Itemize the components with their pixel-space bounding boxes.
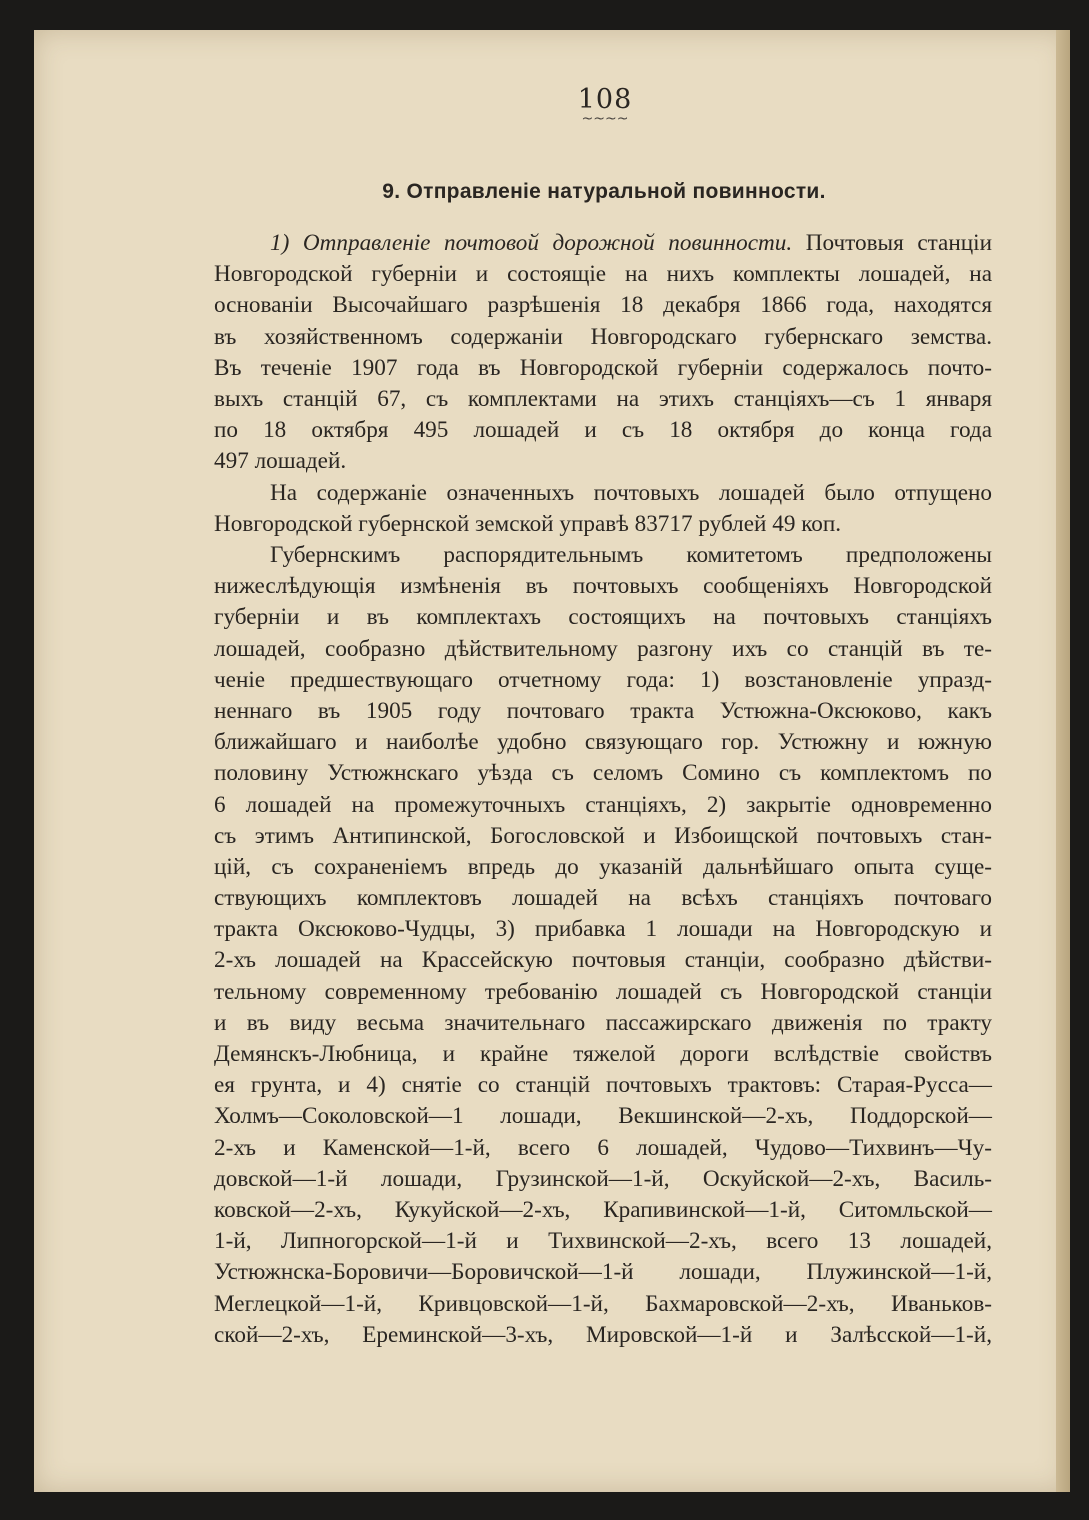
text-line: неннаго въ 1905 году почтоваго тракта Устюжна-Оксюково, какъ xyxy=(214,697,992,724)
text-line: Демянскъ-Любница, и крайне тяжелой дороги вслѣдствіе свойствъ xyxy=(214,1041,992,1067)
text-line: 6 лошадей на промежуточныхъ станціяхъ, 2) закрытіе одновременно xyxy=(214,791,992,818)
page-number: 108 xyxy=(577,84,633,115)
text-line: Въ теченіе 1907 года въ Новгородской губерніи содержалось почто- xyxy=(214,354,992,381)
text-line: Губернскимъ распорядительнымъ комитетомъ предположены xyxy=(270,542,992,568)
text-line: половину Устюжнскаго уѣзда съ селомъ Сомино съ комплектомъ по xyxy=(214,760,992,787)
text-line: въ хозяйственномъ содержаніи Новгородскаго губернскаго земства. xyxy=(214,323,992,350)
section-title: 9. Отправленіе натуральной повинности. xyxy=(382,180,826,203)
text-line: ковской—2-хъ, Кукуйской—2-хъ, Крапивинской—1-й, Ситомльской— xyxy=(214,1196,992,1223)
text-line: Новгородской губернской земской управѣ 83717 рублей 49 коп. xyxy=(214,511,842,538)
text-line: выхъ станцій 67, съ комплектами на этихъ станціяхъ—съ 1 января xyxy=(214,385,992,412)
paragraph-2 xyxy=(214,478,992,540)
text-line: ченіе предшествующаго отчетному года: 1) возстановленіе упразд- xyxy=(214,666,992,693)
text-line: ствующихъ комплектовъ лошадей на всѣхъ станціяхъ почтоваго xyxy=(214,885,992,912)
text-line: губерніи и въ комплектахъ состоящихъ на почтовыхъ станціяхъ xyxy=(214,604,992,631)
text-line: Меглецкой—1-й, Кривцовской—1-й, Бахмаровской—2-хъ, Иваньков- xyxy=(214,1290,992,1317)
page-edge xyxy=(1056,30,1070,1492)
text-line: 2-хъ и Каменской—1-й, всего 6 лошадей, Чудово—Тихвинъ—Чу- xyxy=(214,1134,992,1161)
text-line: съ этимъ Антипинской, Богословской и Избоищской почтовыхъ стан- xyxy=(214,822,992,849)
text-line: тракта Оксюково-Чудцы, 3) прибавка 1 лошади на Новгородскую и xyxy=(214,916,992,943)
text-line: Новгородской губерніи и состоящіе на нихъ комплекты лошадей, на xyxy=(214,261,992,288)
text-line: На содержаніе означенныхъ почтовыхъ лошадей было отпущено xyxy=(270,480,992,506)
text-line: и въ виду весьма значительнаго пассажирскаго движенія по тракту xyxy=(214,1009,992,1036)
text-line: нижеслѣдующія измѣненія въ почтовыхъ сообщеніяхъ Новгородской xyxy=(214,573,992,600)
text-line: основаніи Высочайшаго разрѣшенія 18 декабря 1866 года, находятся xyxy=(214,292,992,319)
text-line: ской—2-хъ, Ереминской—3-хъ, Мировской—1-й и Залѣсской—1-й, xyxy=(214,1321,992,1348)
text-line: тельному современному требованію лошадей съ Новгородской станціи xyxy=(214,978,992,1005)
text-line: по 18 октября 495 лошадей и съ 18 октября до конца года xyxy=(214,417,992,444)
text-line xyxy=(214,228,992,259)
text-line: 1-й, Липногорской—1-й и Тихвинской—2-хъ, всего 13 лошадей, xyxy=(214,1228,992,1255)
text-line: довской—1-й лошади, Грузинской—1-й, Оскуйской—2-хъ, Василь- xyxy=(214,1165,992,1192)
text-line: Устюжнска-Боровичи—Боровичской—1-й лошади, Плужинской—1-й, xyxy=(214,1259,992,1286)
paragraph-1 xyxy=(214,228,992,478)
text-line: 2-хъ лошадей на Крассейскую почтовыя станціи, сообразно дѣйстви- xyxy=(214,947,992,974)
paragraph-3 xyxy=(214,540,992,1351)
text-line: 497 лошадей. xyxy=(214,448,347,475)
ornament-divider: ~~~~ xyxy=(581,111,629,127)
text-line: цій, съ сохраненіемъ впредь до указаній дальнѣйшаго опыта суще- xyxy=(214,853,992,880)
text-line: лошадей, сообразно дѣйствительному разгону ихъ со станцій въ те- xyxy=(214,635,992,662)
italic-lead: 1) Отправленіе почтовой дорожной повинности. xyxy=(270,230,793,256)
text-line: Холмъ—Соколовской—1 лошади, Векшинской—2-хъ, Поддорской— xyxy=(214,1103,992,1130)
text-line: ближайшаго и наиболѣе удобно связующаго гор. Устюжну и южную xyxy=(214,729,992,756)
text-span: Почтовыя станціи xyxy=(805,230,993,256)
text-line: ея грунта, и 4) снятіе со станцій почтовыхъ трактовъ: Старая-Русса— xyxy=(214,1072,992,1099)
